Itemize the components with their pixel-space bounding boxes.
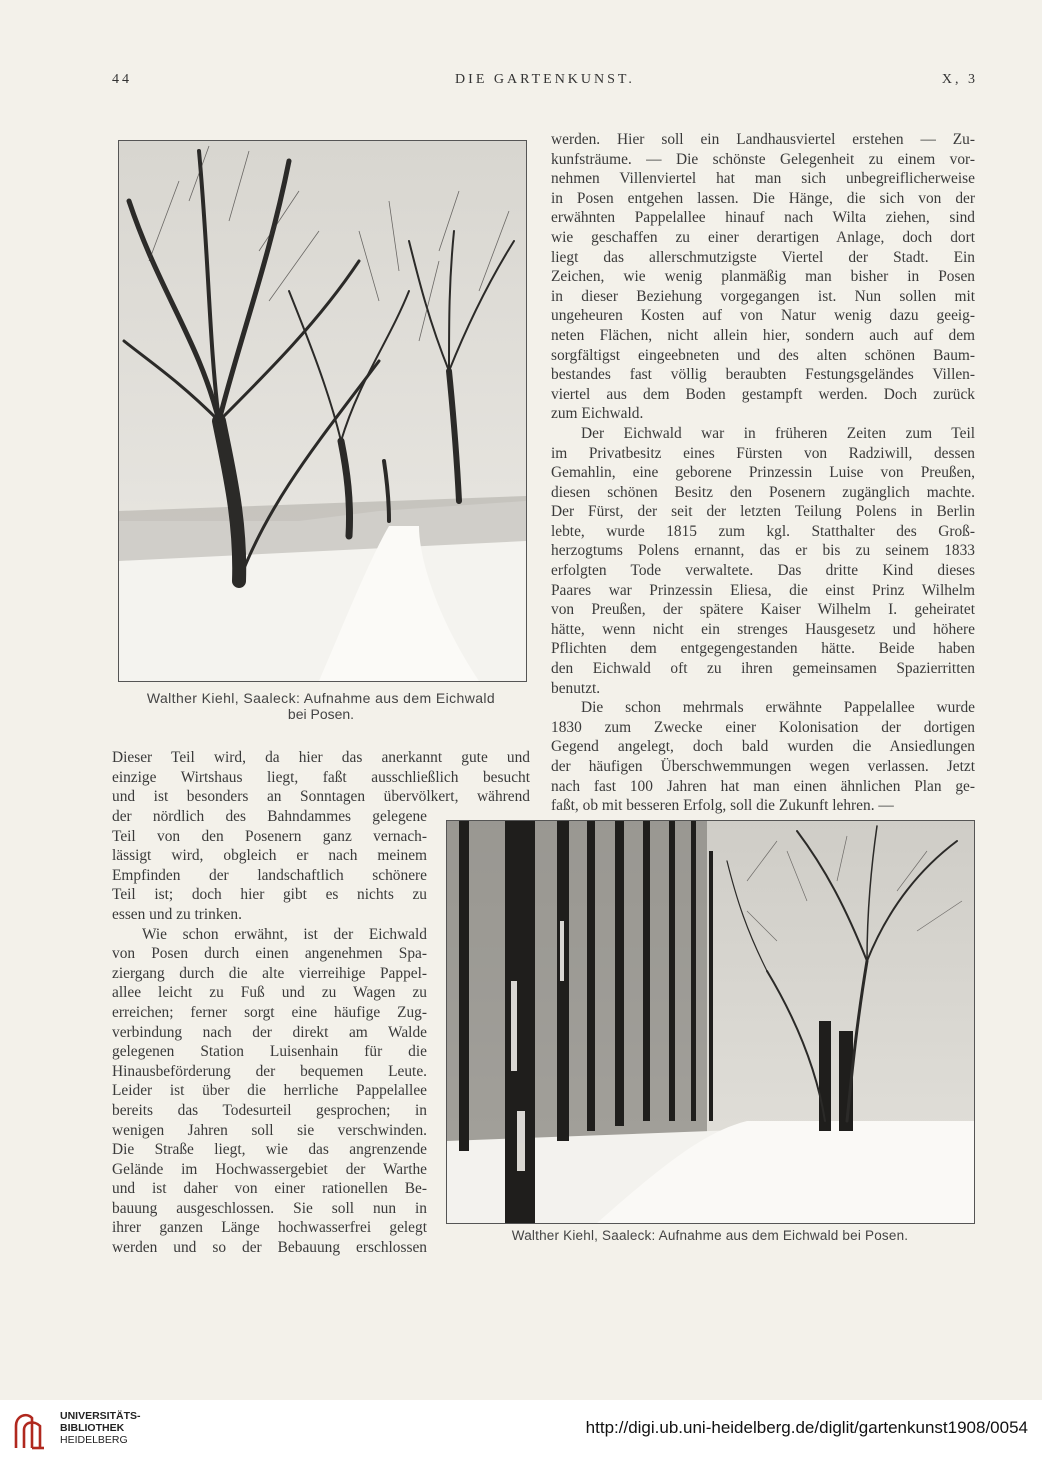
text-line: Der Fürst, der seit der letzten Teilung Polens in Berlin <box>551 503 975 521</box>
text-line: liegt das allerschmutzigste Viertel der Stadt. Ein <box>551 248 975 266</box>
text-line: Teil von den Posenern ganz vernach- <box>112 827 427 845</box>
source-url-link[interactable]: http://digi.ub.uni-heidelberg.de/diglit/gartenkunst1908/0054 <box>585 1418 1028 1437</box>
text-line: bereits das Todesurteil gesprochen; in <box>112 1101 427 1119</box>
text-line: 1830 zum Zwecke einer Kolonisation der dortigen <box>551 718 975 736</box>
left-text-column-narrow <box>112 807 427 1258</box>
text-line: erreichen; ferner sorgt eine häufige Zug- <box>112 1003 427 1021</box>
text-line: Wie schon erwähnt, ist der Eichwald <box>142 925 427 943</box>
text-line: Gemahlin, eine geborene Prinzessin Luise von Preußen, <box>551 464 975 482</box>
text-line: essen und zu trinken. <box>112 905 242 923</box>
text-line: Hinausbeförderung der bequemen Leute. <box>112 1062 427 1080</box>
text-line: Teil ist; doch hier gibt es nichts zu <box>112 886 427 904</box>
text-line: gelegenen Station Luisenhain für die <box>112 1043 427 1061</box>
digitization-footer <box>0 1400 1042 1461</box>
text-line: erwähnten Pappelallee hinauf nach Wilta ziehen, sind <box>551 209 975 227</box>
photo-snowy-forest <box>446 820 975 1224</box>
text-line: Zeichen, wie wenig planmäßig man bisher in Posen <box>551 268 975 286</box>
paragraph <box>112 748 530 807</box>
paragraph <box>551 424 975 698</box>
text-line: Die schon mehrmals erwähnte Pappelallee wurde <box>581 699 975 717</box>
text-line: lebte, wurde 1815 zum kgl. Statthalter des Groß- <box>551 522 975 540</box>
text-line: Pflichten dem entgegengestanden hätte. Beide haben <box>551 640 975 658</box>
text-line: Dieser Teil wird, da hier das anerkannt gute und <box>112 749 530 766</box>
text-line: bestandes fast völlig beraubten Festungsgeländes Villen- <box>551 366 975 384</box>
text-line: wie geschaffen zu einer derartigen Anlage, doch dort <box>551 228 975 246</box>
photo-snowy-forest-image <box>447 821 974 1223</box>
photo-snowy-avenue-image <box>119 141 526 681</box>
text-line: hätte, wenn nicht ein strenges Hausgesetz und höhere <box>551 620 975 638</box>
text-line: kunfsträume. — Die schönste Gelegenheit zu einem vor- <box>551 150 975 168</box>
text-line: ziergang durch die alte vierreihige Pappel- <box>112 964 427 982</box>
text-line: einzige Wirtshaus liegt, faßt ausschließlich besucht <box>112 768 530 786</box>
text-line: von Posen durch einen angenehmen Spa- <box>112 945 427 963</box>
text-line: herzogtums Polens ernannt, das er bis zu seinem 1833 <box>551 542 975 560</box>
text-line: Die Straße liegt, wie das angrenzende <box>112 1141 427 1159</box>
text-line: nach fast 100 Jahren hat man einen ähnlichen Plan ge- <box>551 777 975 795</box>
paragraph <box>551 698 975 816</box>
text-line: Der Eichwald war in früheren Zeiten zum Teil <box>581 424 975 442</box>
text-line: und ist besonders an Sonntagen übervölkert, während <box>112 788 530 806</box>
text-line: ihrer ganzen Länge hochwasserfrei gelegt <box>112 1219 427 1237</box>
text-line: Leider ist über die herrliche Pappelallee <box>112 1082 427 1100</box>
library-name-line2: BIBLIOTHEK <box>60 1422 125 1434</box>
text-line: verbindung nach der direkt am Walde <box>112 1023 427 1041</box>
text-line: in Posen entgehen lassen. Die Hänge, die sich von der <box>551 189 975 207</box>
text-line: erfolgten Tode verwaltete. Das dritte Kind dieses <box>551 562 975 580</box>
text-line: allee leicht zu Fuß und zu Wagen zu <box>112 984 427 1002</box>
photo-snowy-avenue <box>118 140 527 682</box>
text-line: Gelände im Hochwassergebiet der Warthe <box>112 1160 427 1178</box>
text-line: Gegend angelegt, doch bald wurden die Ansiedlungen <box>551 738 975 756</box>
text-line: viertel aus dem Boden gestampft werden. Doch zurück <box>551 385 975 403</box>
text-line: Paares war Prinzessin Eliesa, die einst Prinz Wilhelm <box>551 581 975 599</box>
issue-number: X, 3 <box>941 72 978 87</box>
library-name-line3: HEIDELBERG <box>60 1434 128 1446</box>
photo-caption-top <box>112 690 530 722</box>
text-line: werden. Hier soll ein Landhausviertel erstehen — Zu- <box>551 131 975 148</box>
text-line: zum Eichwald. <box>551 405 644 423</box>
text-line: im Privatbesitz eines Fürsten von Radziwill, dessen <box>551 444 975 462</box>
text-line: werden und so der Bebauung erschlossen <box>112 1239 427 1257</box>
library-name-line1: UNIVERSITÄTS- <box>60 1410 141 1422</box>
text-line: faßt, ob mit besseren Erfolg, soll die Zukunft lehren. — <box>551 797 894 815</box>
text-line: ungeheuren Kosten auf von Natur wenig dazu geeig- <box>551 307 975 325</box>
text-line: sorgfältigst eingeebneten und des alten schönen Baum- <box>551 346 975 364</box>
text-line: nehmen Villenviertel hat man sich unbegreiflicherweise <box>551 170 975 188</box>
text-line: diesen schönen Besitz den Posenern zugänglich machte. <box>551 483 975 501</box>
text-line: und ist daher von einer rationellen Be- <box>112 1180 427 1198</box>
right-text-column <box>551 130 975 816</box>
text-line: neten Flächen, nicht allein hier, sondern auch auf dem <box>551 326 975 344</box>
caption-top-line1: Walther Kiehl, Saaleck: Aufnahme aus dem Eichwald <box>146 690 496 706</box>
text-line: der nördlich des Bahndammes gelegene <box>112 808 427 825</box>
text-line: der häufigen Überschwemmungen wegen verlassen. Jetzt <box>551 758 975 775</box>
paragraph <box>551 130 975 424</box>
paragraph <box>112 925 427 1258</box>
caption-bottom-text: Walther Kiehl, Saaleck: Aufnahme aus dem Eichwald bei Posen. <box>511 1228 909 1243</box>
running-header <box>112 72 978 92</box>
text-line: von Preußen, der spätere Kaiser Wilhelm I. geheiratet <box>551 601 975 619</box>
text-line: benutzt. <box>551 679 601 697</box>
text-line: wenigen Jahren soll sie verschwinden. <box>112 1121 427 1139</box>
paragraph <box>112 807 427 925</box>
text-line: bauung ausgeschlossen. Sie soll nun in <box>112 1199 427 1217</box>
photo-caption-bottom <box>440 1228 980 1244</box>
text-line: in dieser Beziehung vorgegangen ist. Nun sollen mit <box>551 287 975 305</box>
page-number: 44 <box>112 72 132 87</box>
library-name <box>60 1410 141 1446</box>
text-line: Empfinden der landschaftlich schönere <box>112 866 427 884</box>
journal-title: DIE GARTENKUNST. <box>455 72 635 87</box>
library-logo-icon <box>12 1408 48 1452</box>
text-line: den Eichwald oft zu ihren gemeinsamen Spazierritten <box>551 660 975 678</box>
caption-top-line2: bei Posen. <box>287 706 355 722</box>
text-line: lässigt wird, obgleich er nach meinem <box>112 847 427 865</box>
left-text-column <box>112 748 530 807</box>
